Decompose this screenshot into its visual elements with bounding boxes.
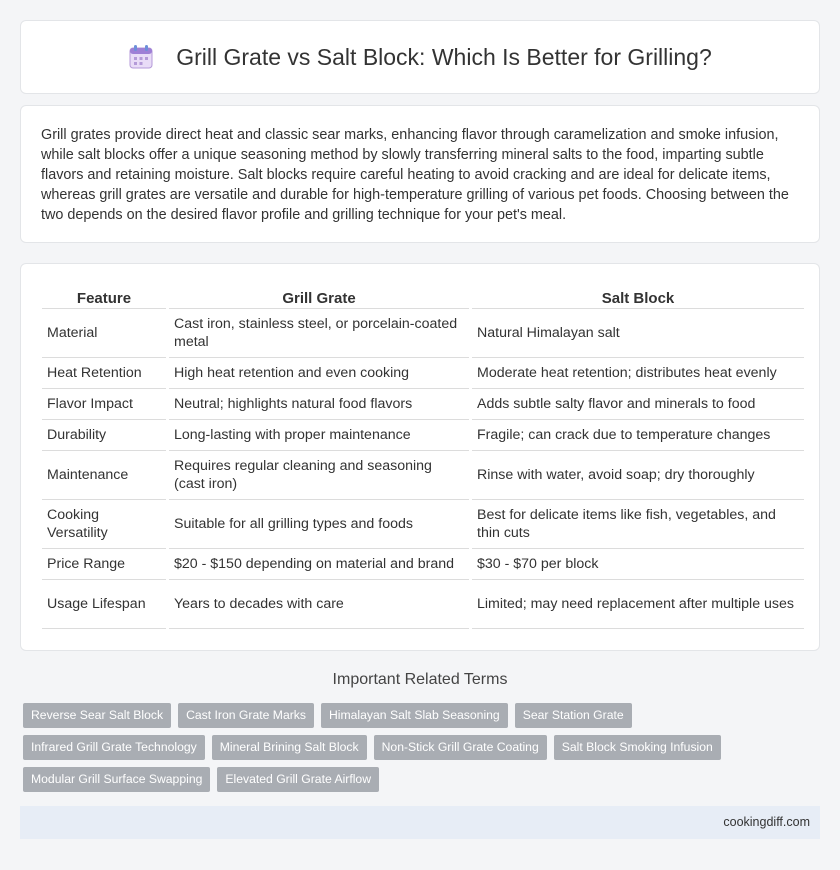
grill-grate-cell: Years to decades with care (169, 580, 469, 629)
salt-block-cell: Fragile; can crack due to temperature changes (472, 420, 804, 451)
salt-block-cell: Adds subtle salty flavor and minerals to food (472, 389, 804, 420)
grill-grate-cell: Requires regular cleaning and seasoning (cast iron) (169, 451, 469, 500)
grill-grate-cell: $20 - $150 depending on material and brand (169, 549, 469, 580)
column-header-grill-grate: Grill Grate (169, 285, 469, 309)
related-terms-list (23, 703, 813, 799)
feature-cell: Cooking Versatility (42, 500, 166, 549)
footer (20, 806, 820, 839)
table-row (42, 420, 804, 451)
comparison-table (39, 285, 807, 629)
table-row (42, 549, 804, 580)
salt-block-cell: Rinse with water, avoid soap; dry thoroughly (472, 451, 804, 500)
table-row (42, 580, 804, 629)
feature-cell: Price Range (42, 549, 166, 580)
salt-block-cell: Moderate heat retention; distributes heat evenly (472, 358, 804, 389)
feature-cell: Flavor Impact (42, 389, 166, 420)
salt-block-cell: Limited; may need replacement after multiple uses (472, 580, 804, 629)
title-wrap (128, 44, 712, 71)
salt-block-cell: Natural Himalayan salt (472, 309, 804, 358)
comparison-card (20, 263, 820, 651)
grill-grate-cell: Neutral; highlights natural food flavors (169, 389, 469, 420)
grill-grate-cell: High heat retention and even cooking (169, 358, 469, 389)
related-term-tag[interactable]: Salt Block Smoking Infusion (554, 735, 721, 760)
feature-cell: Material (42, 309, 166, 358)
related-term-tag[interactable]: Non-Stick Grill Grate Coating (374, 735, 547, 760)
feature-cell: Usage Lifespan (42, 580, 166, 629)
column-header-salt-block: Salt Block (472, 285, 804, 309)
table-row (42, 358, 804, 389)
related-term-tag[interactable]: Elevated Grill Grate Airflow (217, 767, 379, 792)
table-header-row (42, 285, 804, 309)
grill-grate-cell: Suitable for all grilling types and foods (169, 500, 469, 549)
related-term-tag[interactable]: Sear Station Grate (515, 703, 632, 728)
related-term-tag[interactable]: Infrared Grill Grate Technology (23, 735, 205, 760)
table-row (42, 389, 804, 420)
table-row (42, 309, 804, 358)
page-title: Grill Grate vs Salt Block: Which Is Better for Grilling? (176, 43, 712, 70)
feature-cell: Heat Retention (42, 358, 166, 389)
related-term-tag[interactable]: Modular Grill Surface Swapping (23, 767, 210, 792)
related-term-tag[interactable]: Mineral Brining Salt Block (212, 735, 367, 760)
related-term-tag[interactable]: Reverse Sear Salt Block (23, 703, 171, 728)
title-card (20, 20, 820, 94)
salt-block-cell: Best for delicate items like fish, vegetables, and thin cuts (472, 500, 804, 549)
calendar-icon (128, 44, 154, 70)
grill-grate-cell: Long-lasting with proper maintenance (169, 420, 469, 451)
table-row (42, 500, 804, 549)
intro-paragraph: Grill grates provide direct heat and classic sear marks, enhancing flavor through caramelization and smoke infusion, while salt blocks offer a unique seasoning method by slowly transferring mineral salts to the food, imparting subtle flavors and retaining moisture. Salt blocks require careful heating to avoid cracking and are ideal for delicate items, whereas grill grates are versatile and durable for high-temperature grilling of various pet foods. Choosing between the two depends on the desired flavor profile and grilling technique for your pet's meal. (41, 127, 789, 223)
table-row (42, 451, 804, 500)
intro-card (20, 105, 820, 243)
related-term-tag[interactable]: Cast Iron Grate Marks (178, 703, 314, 728)
column-header-feature: Feature (42, 285, 166, 309)
grill-grate-cell: Cast iron, stainless steel, or porcelain-coated metal (169, 309, 469, 358)
salt-block-cell: $30 - $70 per block (472, 549, 804, 580)
footer-site-link[interactable]: cookingdiff.com (723, 815, 810, 829)
feature-cell: Maintenance (42, 451, 166, 500)
related-term-tag[interactable]: Himalayan Salt Slab Seasoning (321, 703, 508, 728)
related-terms-heading: Important Related Terms (332, 671, 508, 688)
feature-cell: Durability (42, 420, 166, 451)
